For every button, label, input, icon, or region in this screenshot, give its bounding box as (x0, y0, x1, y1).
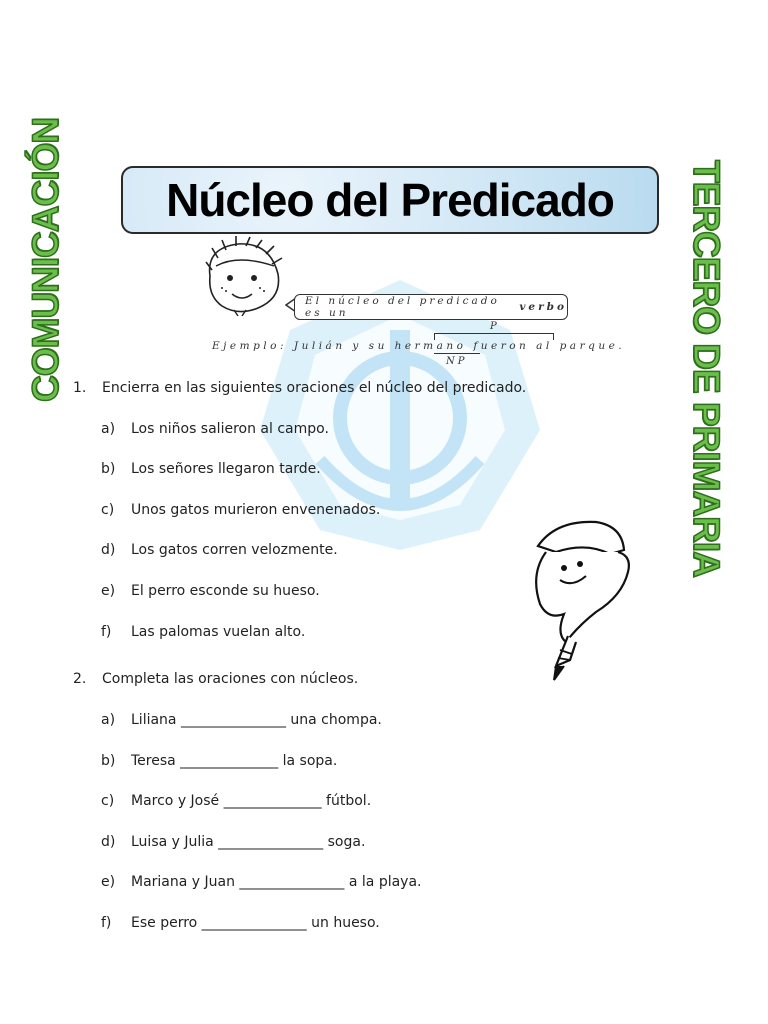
side-label-grade: TERCERO DE PRIMARIA (686, 160, 727, 577)
exercise-1-text: Encierra en las siguientes oraciones el núcleo del predicado. (102, 380, 527, 396)
item-text: Luisa y Julia _______________ soga. (131, 834, 366, 850)
np-underline (434, 353, 480, 354)
item-text: Teresa ______________ la sopa. (131, 753, 338, 769)
example-rest: al parque. (529, 340, 626, 352)
definition-text: El núcleo del predicado es un (305, 295, 500, 319)
item-letter: d) (101, 834, 116, 850)
item-letter: e) (101, 874, 116, 890)
item-letter: d) (101, 542, 116, 558)
example-prefix: Ejemplo: Julián y su hermano (212, 340, 467, 352)
np-mark: NP (446, 356, 468, 367)
title-banner (121, 166, 659, 234)
item-text: Los niños salieron al campo. (131, 421, 329, 437)
item-text: Las palomas vuelan alto. (131, 624, 306, 640)
example-sentence (212, 340, 625, 352)
item-letter: c) (101, 502, 115, 518)
item-letter: b) (101, 753, 116, 769)
side-label-comunicacion: COMUNICACIÓN (25, 118, 66, 402)
exercise-2-text: Completa las oraciones con núcleos. (102, 671, 359, 687)
definition-bold: verbo (519, 301, 567, 313)
item-letter: e) (101, 583, 116, 599)
item-text: Liliana _______________ una chompa. (131, 712, 382, 728)
exercise-2-number: 2. (73, 671, 87, 687)
item-text: Los señores llegaron tarde. (131, 461, 321, 477)
example-np-word: fueron (473, 340, 530, 352)
item-text: Unos gatos murieron envenenados. (131, 502, 381, 518)
boy-face-icon (198, 236, 293, 316)
item-letter: a) (101, 712, 116, 728)
exercise-1-number: 1. (73, 380, 87, 396)
item-letter: f) (101, 915, 112, 931)
item-text: Marco y José ______________ fútbol. (131, 793, 372, 809)
item-letter: b) (101, 461, 116, 477)
item-text: Los gatos corren velozmente. (131, 542, 338, 558)
item-letter: c) (101, 793, 115, 809)
predicate-bracket (434, 333, 554, 340)
definition-bubble (294, 294, 568, 320)
item-letter: a) (101, 421, 116, 437)
item-text: Mariana y Juan _______________ a la playa. (131, 874, 422, 890)
item-text: El perro esconde su hueso. (131, 583, 320, 599)
page-title: Núcleo del Predicado (166, 174, 614, 226)
pencil-character-icon (526, 516, 638, 686)
predicate-mark: P (490, 321, 497, 332)
item-letter: f) (101, 624, 112, 640)
item-text: Ese perro _______________ un hueso. (131, 915, 380, 931)
